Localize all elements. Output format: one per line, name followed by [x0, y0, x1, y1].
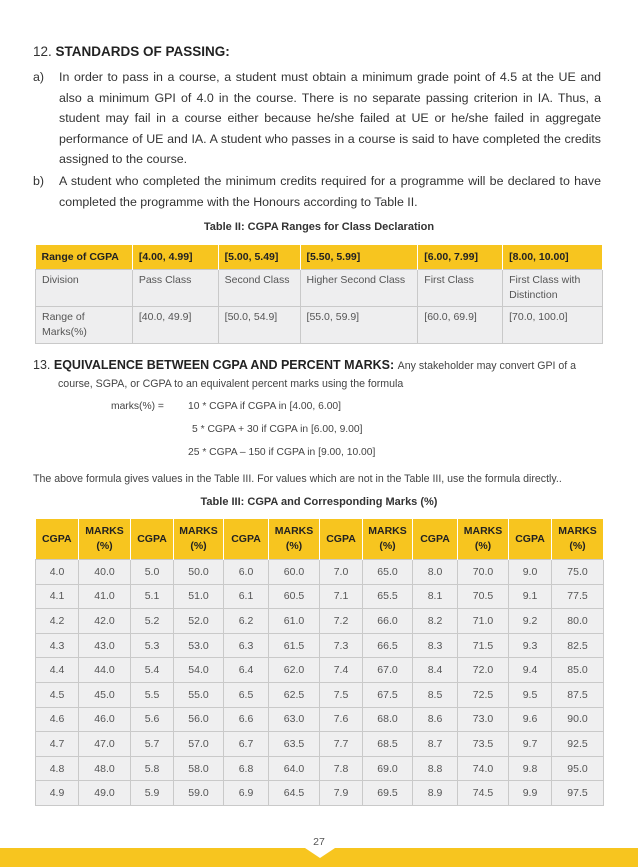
table-cell: 41.0 — [79, 584, 131, 609]
table-cell: [50.0, 54.9] — [218, 307, 300, 344]
table-cell: 4.0 — [36, 560, 79, 585]
table-cell: 4.8 — [36, 756, 79, 781]
formula-line-1: 10 * CGPA if CGPA in [4.00, 6.00] — [188, 401, 342, 412]
table-cell: 5.2 — [131, 609, 174, 634]
table-2-caption: Table II: CGPA Ranges for Class Declaration — [203, 221, 435, 233]
table-cell: 64.5 — [269, 781, 320, 806]
table-3-header-cell: CGPA — [224, 519, 269, 560]
table-cell: 4.4 — [36, 658, 79, 683]
table-cell: 67.0 — [363, 658, 413, 683]
table-3-header-cell: MARKS (%) — [174, 519, 224, 560]
table-cell: 6.2 — [224, 609, 269, 634]
table-cell: 4.3 — [36, 633, 79, 658]
cgpa-class-table — [35, 245, 603, 344]
table-cell: 92.5 — [552, 732, 604, 757]
table-row — [36, 270, 603, 307]
section-12-title: STANDARDS OF PASSING: — [55, 44, 230, 59]
cgpa-marks-table — [35, 519, 604, 806]
table-cell: 70.5 — [458, 584, 509, 609]
table-3-header-cell: CGPA — [131, 519, 174, 560]
table-cell: 5.3 — [131, 633, 174, 658]
table-cell: 65.5 — [363, 584, 413, 609]
table-cell: 67.5 — [363, 682, 413, 707]
table-cell: 80.0 — [552, 609, 604, 634]
table-cell: 74.5 — [458, 781, 509, 806]
table-3-header-cell: CGPA — [320, 519, 363, 560]
table-cell: 69.0 — [363, 756, 413, 781]
table-cell: 60.0 — [269, 560, 320, 585]
table-row — [36, 732, 604, 757]
table-cell: 48.0 — [79, 756, 131, 781]
table-cell: 4.9 — [36, 781, 79, 806]
table-cell: 66.5 — [363, 633, 413, 658]
section-13-text-line1: Any stakeholder may convert GPI of a — [397, 360, 577, 372]
table-cell: 9.1 — [509, 584, 552, 609]
table-cell: 71.5 — [458, 633, 509, 658]
table-cell: 8.1 — [413, 584, 458, 609]
table-cell: 70.0 — [458, 560, 509, 585]
table-cell: 7.4 — [320, 658, 363, 683]
table-cell: 5.7 — [131, 732, 174, 757]
table-cell: 61.0 — [269, 609, 320, 634]
table-2-header-cell: [5.00, 5.49] — [218, 245, 300, 270]
table-3-header-cell: CGPA — [509, 519, 552, 560]
formula-note: The above formula gives values in the Table III. For values which are not in the Table III, use the formula directly.. — [33, 473, 562, 485]
table-cell: 42.0 — [79, 609, 131, 634]
section-12-heading — [33, 44, 230, 59]
table-cell: 9.0 — [509, 560, 552, 585]
table-cell: 54.0 — [174, 658, 224, 683]
paragraph-a-label: a) — [33, 70, 45, 84]
table-row — [36, 560, 604, 585]
table-cell: 6.8 — [224, 756, 269, 781]
table-cell: 8.4 — [413, 658, 458, 683]
table-cell: 45.0 — [79, 682, 131, 707]
table-cell: Pass Class — [132, 270, 218, 307]
table-cell: 63.5 — [269, 732, 320, 757]
table-2-header-cell: [4.00, 4.99] — [132, 245, 218, 270]
table-cell: Second Class — [218, 270, 300, 307]
table-cell: 50.0 — [174, 560, 224, 585]
table-cell: 75.0 — [552, 560, 604, 585]
table-3-header-cell: CGPA — [36, 519, 79, 560]
table-cell: 8.8 — [413, 756, 458, 781]
table-cell: 9.3 — [509, 633, 552, 658]
table-cell: 5.6 — [131, 707, 174, 732]
section-13-text-line2: course, SGPA, or CGPA to an equivalent percent marks using the formula — [58, 378, 404, 390]
table-cell: 73.5 — [458, 732, 509, 757]
table-cell: 77.5 — [552, 584, 604, 609]
table-cell: 95.0 — [552, 756, 604, 781]
table-cell: First Class — [418, 270, 503, 307]
table-2-header-row — [36, 245, 603, 270]
table-cell: 6.7 — [224, 732, 269, 757]
section-13-title: EQUIVALENCE BETWEEN CGPA AND PERCENT MARKS: — [53, 358, 395, 372]
table-cell: 56.0 — [174, 707, 224, 732]
table-cell: 66.0 — [363, 609, 413, 634]
table-cell: 58.0 — [174, 756, 224, 781]
formula-lhs: marks(%) = — [111, 401, 164, 412]
table-row — [36, 609, 604, 634]
table-cell: 8.6 — [413, 707, 458, 732]
page-number: 27 — [313, 836, 325, 848]
table-cell: 6.0 — [224, 560, 269, 585]
table-3-header-row — [36, 519, 604, 560]
table-3-header-cell: MARKS (%) — [458, 519, 509, 560]
table-cell: 72.5 — [458, 682, 509, 707]
table-cell: 5.0 — [131, 560, 174, 585]
formula-line-2: 5 * CGPA + 30 if CGPA in [6.00, 9.00] — [192, 424, 363, 435]
table-cell: 69.5 — [363, 781, 413, 806]
paragraph-a-text: In order to pass in a course, a student must obtain a minimum grade point of 4.5 at the UE and also a minimum GPI of 4.0 in the course. There is no separate passing criterion in IA. Thus, a student may fail in a course either because he/she failed at UE or he/she failed in aggregate performance of UE and IA. A student who passes in a course is said to have completed the credits assigned to the course. — [59, 70, 601, 166]
table-cell: Higher Second Class — [300, 270, 418, 307]
table-cell: 8.5 — [413, 682, 458, 707]
table-cell: 46.0 — [79, 707, 131, 732]
table-cell: 51.0 — [174, 584, 224, 609]
table-cell: 63.0 — [269, 707, 320, 732]
table-cell: 7.8 — [320, 756, 363, 781]
table-cell: 55.0 — [174, 682, 224, 707]
table-cell: 4.6 — [36, 707, 79, 732]
table-cell: 62.0 — [269, 658, 320, 683]
table-row — [36, 781, 604, 806]
table-cell: 85.0 — [552, 658, 604, 683]
table-3-caption: Table III: CGPA and Corresponding Marks (%) — [200, 496, 438, 508]
table-cell: 7.1 — [320, 584, 363, 609]
table-cell: 6.6 — [224, 707, 269, 732]
table-cell: 6.4 — [224, 658, 269, 683]
table-cell: 62.5 — [269, 682, 320, 707]
table-cell: 47.0 — [79, 732, 131, 757]
table-cell: 9.7 — [509, 732, 552, 757]
table-cell: 7.3 — [320, 633, 363, 658]
table-cell: 9.8 — [509, 756, 552, 781]
table-cell: [70.0, 100.0] — [503, 307, 603, 344]
section-12-number: 12. — [33, 44, 52, 59]
table-cell: 97.5 — [552, 781, 604, 806]
table-cell: 87.5 — [552, 682, 604, 707]
table-row — [36, 633, 604, 658]
table-3-header-cell: MARKS (%) — [363, 519, 413, 560]
table-cell: 57.0 — [174, 732, 224, 757]
table-cell: 6.3 — [224, 633, 269, 658]
table-cell: 4.1 — [36, 584, 79, 609]
table-cell: 61.5 — [269, 633, 320, 658]
table-cell: 49.0 — [79, 781, 131, 806]
table-cell: 90.0 — [552, 707, 604, 732]
table-cell: 60.5 — [269, 584, 320, 609]
table-cell: [40.0, 49.9] — [132, 307, 218, 344]
table-cell: 40.0 — [79, 560, 131, 585]
table-cell: 7.7 — [320, 732, 363, 757]
table-cell: 7.2 — [320, 609, 363, 634]
table-cell: [55.0, 59.9] — [300, 307, 418, 344]
table-row — [36, 682, 604, 707]
table-cell: 5.5 — [131, 682, 174, 707]
table-row — [36, 707, 604, 732]
table-cell: 5.4 — [131, 658, 174, 683]
table-2-header-cell: [8.00, 10.00] — [503, 245, 603, 270]
table-cell: First Class with Distinction — [503, 270, 603, 307]
paragraph-b — [33, 171, 601, 212]
table-cell: 6.5 — [224, 682, 269, 707]
table-cell: 72.0 — [458, 658, 509, 683]
table-cell: 44.0 — [79, 658, 131, 683]
table-cell: Division — [36, 270, 133, 307]
table-cell: 68.5 — [363, 732, 413, 757]
table-2-header-cell: Range of CGPA — [36, 245, 133, 270]
table-cell: 5.9 — [131, 781, 174, 806]
table-cell: 9.2 — [509, 609, 552, 634]
paragraph-b-label: b) — [33, 174, 45, 188]
formula-line-3: 25 * CGPA – 150 if CGPA in [9.00, 10.00] — [188, 447, 376, 458]
table-cell: 8.0 — [413, 560, 458, 585]
table-cell: 71.0 — [458, 609, 509, 634]
paragraph-b-text: A student who completed the minimum credits required for a programme will be declared to have completed the programme with the Honours according to Table II. — [59, 174, 601, 209]
table-cell: 65.0 — [363, 560, 413, 585]
footer-notch — [305, 848, 335, 858]
table-cell: 82.5 — [552, 633, 604, 658]
table-cell: 7.9 — [320, 781, 363, 806]
table-cell: 5.1 — [131, 584, 174, 609]
table-2-header-cell: [6.00, 7.99] — [418, 245, 503, 270]
table-cell: 68.0 — [363, 707, 413, 732]
table-cell: 64.0 — [269, 756, 320, 781]
table-cell: 9.4 — [509, 658, 552, 683]
table-cell: 7.5 — [320, 682, 363, 707]
section-13-number: 13. — [33, 358, 51, 372]
table-3-header-cell: MARKS (%) — [79, 519, 131, 560]
table-2-header-cell: [5.50, 5.99] — [300, 245, 418, 270]
table-row — [36, 584, 604, 609]
table-3-header-cell: CGPA — [413, 519, 458, 560]
table-cell: 4.7 — [36, 732, 79, 757]
table-cell: 9.6 — [509, 707, 552, 732]
table-cell: 74.0 — [458, 756, 509, 781]
table-cell: 6.1 — [224, 584, 269, 609]
table-cell: 9.5 — [509, 682, 552, 707]
section-13 — [33, 356, 608, 390]
table-cell: [60.0, 69.9] — [418, 307, 503, 344]
table-cell: 8.3 — [413, 633, 458, 658]
table-cell: 4.5 — [36, 682, 79, 707]
table-cell: 4.2 — [36, 609, 79, 634]
table-cell: 9.9 — [509, 781, 552, 806]
table-cell: 73.0 — [458, 707, 509, 732]
table-3-header-cell: MARKS (%) — [552, 519, 604, 560]
table-cell: 43.0 — [79, 633, 131, 658]
table-3-header-cell: MARKS (%) — [269, 519, 320, 560]
table-cell: 52.0 — [174, 609, 224, 634]
table-row — [36, 756, 604, 781]
table-cell: 6.9 — [224, 781, 269, 806]
table-cell: 59.0 — [174, 781, 224, 806]
table-cell: 8.7 — [413, 732, 458, 757]
table-cell: 7.6 — [320, 707, 363, 732]
table-cell: 8.9 — [413, 781, 458, 806]
table-cell: Range of Marks(%) — [36, 307, 133, 344]
table-cell: 8.2 — [413, 609, 458, 634]
table-row — [36, 307, 603, 344]
paragraph-a — [33, 67, 601, 170]
table-cell: 5.8 — [131, 756, 174, 781]
table-row — [36, 658, 604, 683]
table-cell: 7.0 — [320, 560, 363, 585]
table-cell: 53.0 — [174, 633, 224, 658]
